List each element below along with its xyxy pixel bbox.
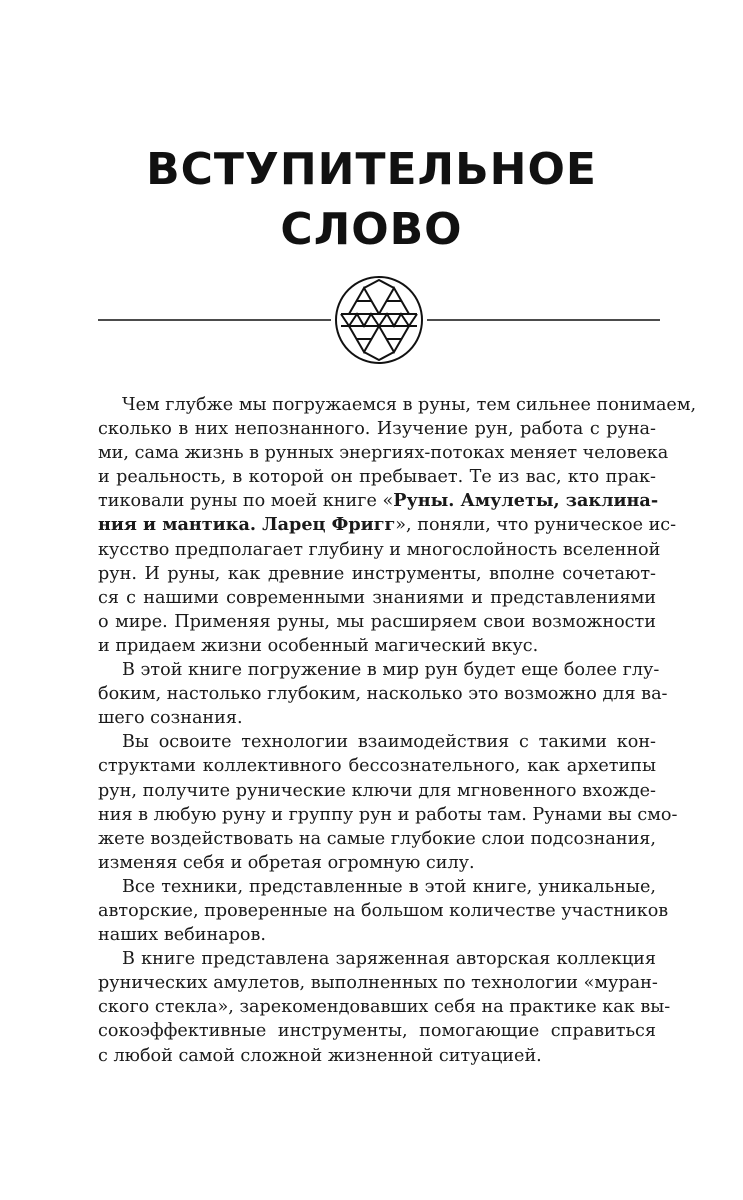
text-line: ского стекла», зарекомендовавших себя на практике как вы- — [98, 997, 671, 1018]
text-line: В этой книге погружение в мир рун будет еще более глу- — [122, 660, 660, 681]
text-line: рун, получите рунические ключи для мгновенного вхожде- — [98, 780, 656, 801]
text-line: ми, сама жизнь в рунных энергиях-потоках меняет человека — [98, 443, 669, 464]
book-title-part-2: ния и мантика. Ларец Фригг — [98, 514, 396, 536]
body-text — [98, 393, 697, 1068]
text-line: структами коллективного бессознательного, как архетипы — [98, 756, 656, 777]
text-line — [98, 513, 677, 537]
title-line-1: ВСТУПИТЕЛЬНОЕ — [146, 144, 597, 195]
book-title-part-1: Руны. Амулеты, заклина- — [393, 490, 659, 512]
text-line: с любой самой сложной жизненной ситуацией. — [98, 1045, 542, 1066]
paragraph-2 — [98, 658, 668, 730]
text-line: рун. И руны, как древние инструменты, вполне сочетают- — [98, 563, 656, 584]
text-line: Все техники, представленные в этой книге, уникальные, — [122, 876, 656, 897]
text-line: В книге представлена заряженная авторская коллекция — [122, 949, 656, 970]
text-line: сокоэффективные инструменты, помогающие справиться — [98, 1021, 656, 1042]
paragraph-3 — [98, 730, 678, 875]
text-line: наших вебинаров. — [98, 925, 267, 946]
text-line: и реальность, в которой он пребывает. Те из вас, кто прак- — [98, 467, 656, 488]
rune-circle-ornament-icon — [336, 277, 422, 363]
text-line: сколько в них непознанного. Изучение рун, работа с руна- — [98, 419, 656, 440]
text-line: Чем глубже мы погружаемся в руны, тем сильнее понимаем, — [122, 395, 697, 415]
text-line: рунических амулетов, выполненных по технологии «муран- — [98, 973, 658, 994]
title-line-2: СЛОВО — [280, 204, 463, 255]
text-line: авторские, проверенные на большом количестве участников — [98, 900, 669, 921]
paragraph-4 — [98, 875, 669, 947]
text-line: шего сознания. — [98, 708, 243, 729]
text-line: изменяя себя и обретая огромную силу. — [98, 852, 475, 873]
page-title — [0, 140, 743, 260]
text-line: боким, настолько глубоким, насколько это возможно для ва- — [98, 684, 668, 705]
text-line: ся с нашими современными знаниями и представлениями — [98, 587, 656, 608]
text-line: Вы освоите технологии взаимодействия с такими кон- — [122, 732, 656, 753]
text-line: кусство предполагает глубину и многослойность вселенной — [98, 539, 661, 560]
text-line: и придаем жизни особенный магический вкус. — [98, 635, 539, 656]
ornament-divider — [98, 272, 660, 372]
text-line: жете воздействовать на самые глубокие слои подсознания, — [98, 828, 656, 849]
text-segment: », поняли, что руническое ис- — [395, 515, 677, 536]
text-line — [98, 489, 659, 513]
paragraph-1 — [98, 393, 697, 658]
text-segment: тиковали руны по моей книге « — [98, 491, 394, 512]
paragraph-5 — [98, 947, 671, 1067]
text-line: о мире. Применяя руны, мы расширяем свои возможности — [98, 611, 656, 632]
text-line: ния в любую руну и группу рун и работы там. Рунами вы смо- — [98, 804, 678, 825]
